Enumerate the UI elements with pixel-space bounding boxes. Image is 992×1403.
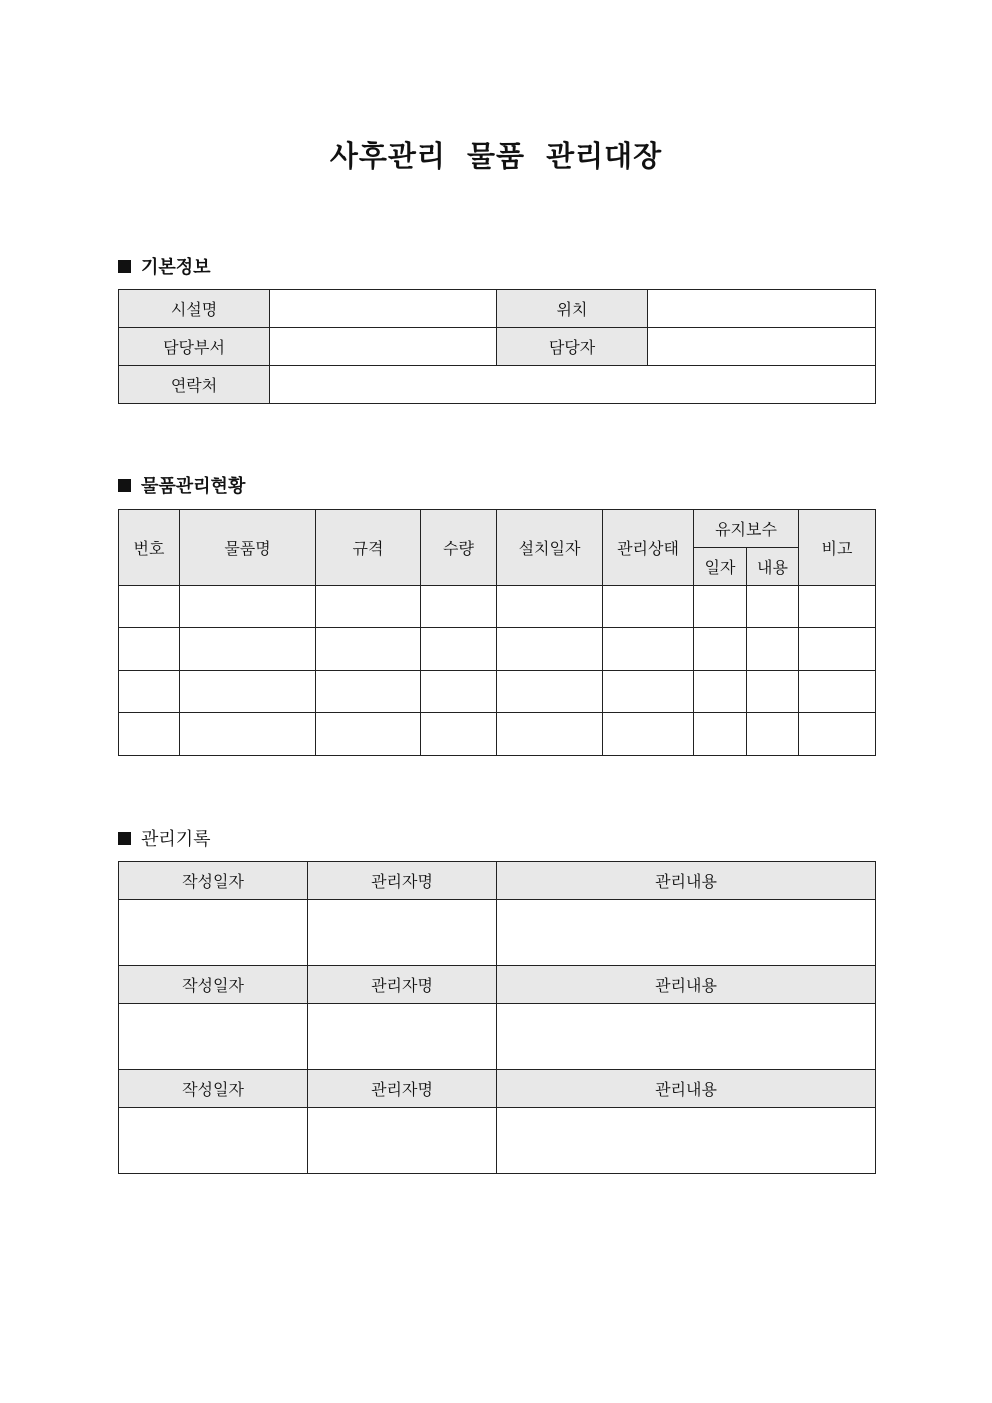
facility-name-label: 시설명: [119, 290, 270, 328]
record-row: [119, 1004, 876, 1070]
section-heading-label: 관리기록: [141, 829, 211, 850]
header-date: 작성일자: [119, 1070, 308, 1108]
cell-no[interactable]: [119, 586, 180, 628]
table-row: [119, 713, 876, 756]
cell-date[interactable]: [119, 1004, 308, 1070]
cell-maint-date[interactable]: [694, 713, 747, 756]
header-condition: 관리상태: [603, 510, 694, 586]
header-date: 작성일자: [119, 966, 308, 1004]
header-maintenance: 유지보수: [694, 510, 799, 548]
cell-spec[interactable]: [316, 586, 421, 628]
cell-quantity[interactable]: [421, 671, 497, 713]
cell-remarks[interactable]: [799, 671, 876, 713]
cell-item-name[interactable]: [180, 628, 316, 671]
header-maint-content: 내용: [747, 548, 799, 586]
cell-install-date[interactable]: [497, 671, 603, 713]
header-content: 관리내용: [497, 1070, 876, 1108]
header-install-date: 설치일자: [497, 510, 603, 586]
cell-install-date[interactable]: [497, 628, 603, 671]
department-field[interactable]: [270, 328, 497, 366]
section-heading-item-status: [118, 472, 245, 498]
contact-label: 연락처: [119, 366, 270, 404]
cell-quantity[interactable]: [421, 713, 497, 756]
cell-item-name[interactable]: [180, 671, 316, 713]
person-in-charge-label: 담당자: [497, 328, 648, 366]
cell-spec[interactable]: [316, 671, 421, 713]
square-bullet-icon: [118, 832, 131, 845]
person-in-charge-field[interactable]: [648, 328, 876, 366]
cell-condition[interactable]: [603, 628, 694, 671]
header-spec: 규격: [316, 510, 421, 586]
cell-maint-date[interactable]: [694, 628, 747, 671]
cell-date[interactable]: [119, 1108, 308, 1174]
cell-maint-date[interactable]: [694, 671, 747, 713]
header-quantity: 수량: [421, 510, 497, 586]
header-date: 작성일자: [119, 862, 308, 900]
cell-quantity[interactable]: [421, 586, 497, 628]
cell-no[interactable]: [119, 628, 180, 671]
header-manager: 관리자명: [308, 1070, 497, 1108]
header-maint-date: 일자: [694, 548, 747, 586]
basic-info-table: [118, 289, 876, 404]
section-heading-label: 물품관리현황: [141, 476, 246, 497]
cell-quantity[interactable]: [421, 628, 497, 671]
page-title: 사후관리 물품 관리대장: [329, 139, 663, 173]
cell-item-name[interactable]: [180, 586, 316, 628]
item-status-table: [118, 509, 876, 756]
table-row: [119, 628, 876, 671]
cell-content[interactable]: [497, 1108, 876, 1174]
record-row: [119, 900, 876, 966]
cell-condition[interactable]: [603, 586, 694, 628]
cell-no[interactable]: [119, 671, 180, 713]
cell-maint-content[interactable]: [747, 586, 799, 628]
cell-maint-content[interactable]: [747, 628, 799, 671]
cell-install-date[interactable]: [497, 586, 603, 628]
records-table: [118, 861, 876, 1174]
cell-remarks[interactable]: [799, 713, 876, 756]
section-heading-basic-info: [118, 253, 211, 279]
location-label: 위치: [497, 290, 648, 328]
cell-manager[interactable]: [308, 900, 497, 966]
cell-content[interactable]: [497, 900, 876, 966]
header-item-name: 물품명: [180, 510, 316, 586]
department-label: 담당부서: [119, 328, 270, 366]
section-heading-label: 기본정보: [141, 257, 211, 278]
cell-install-date[interactable]: [497, 713, 603, 756]
square-bullet-icon: [118, 479, 131, 492]
cell-remarks[interactable]: [799, 586, 876, 628]
header-remarks: 비고: [799, 510, 876, 586]
cell-condition[interactable]: [603, 713, 694, 756]
header-content: 관리내용: [497, 966, 876, 1004]
cell-item-name[interactable]: [180, 713, 316, 756]
cell-maint-content[interactable]: [747, 671, 799, 713]
cell-maint-content[interactable]: [747, 713, 799, 756]
cell-spec[interactable]: [316, 628, 421, 671]
header-manager: 관리자명: [308, 862, 497, 900]
header-no: 번호: [119, 510, 180, 586]
square-bullet-icon: [118, 260, 131, 273]
cell-maint-date[interactable]: [694, 586, 747, 628]
location-field[interactable]: [648, 290, 876, 328]
section-heading-records: [118, 825, 211, 851]
cell-date[interactable]: [119, 900, 308, 966]
record-row: [119, 1108, 876, 1174]
header-content: 관리내용: [497, 862, 876, 900]
header-manager: 관리자명: [308, 966, 497, 1004]
table-row: [119, 586, 876, 628]
cell-manager[interactable]: [308, 1004, 497, 1070]
cell-condition[interactable]: [603, 671, 694, 713]
cell-no[interactable]: [119, 713, 180, 756]
cell-spec[interactable]: [316, 713, 421, 756]
cell-remarks[interactable]: [799, 628, 876, 671]
cell-manager[interactable]: [308, 1108, 497, 1174]
contact-field[interactable]: [270, 366, 876, 404]
table-row: [119, 671, 876, 713]
facility-name-field[interactable]: [270, 290, 497, 328]
cell-content[interactable]: [497, 1004, 876, 1070]
